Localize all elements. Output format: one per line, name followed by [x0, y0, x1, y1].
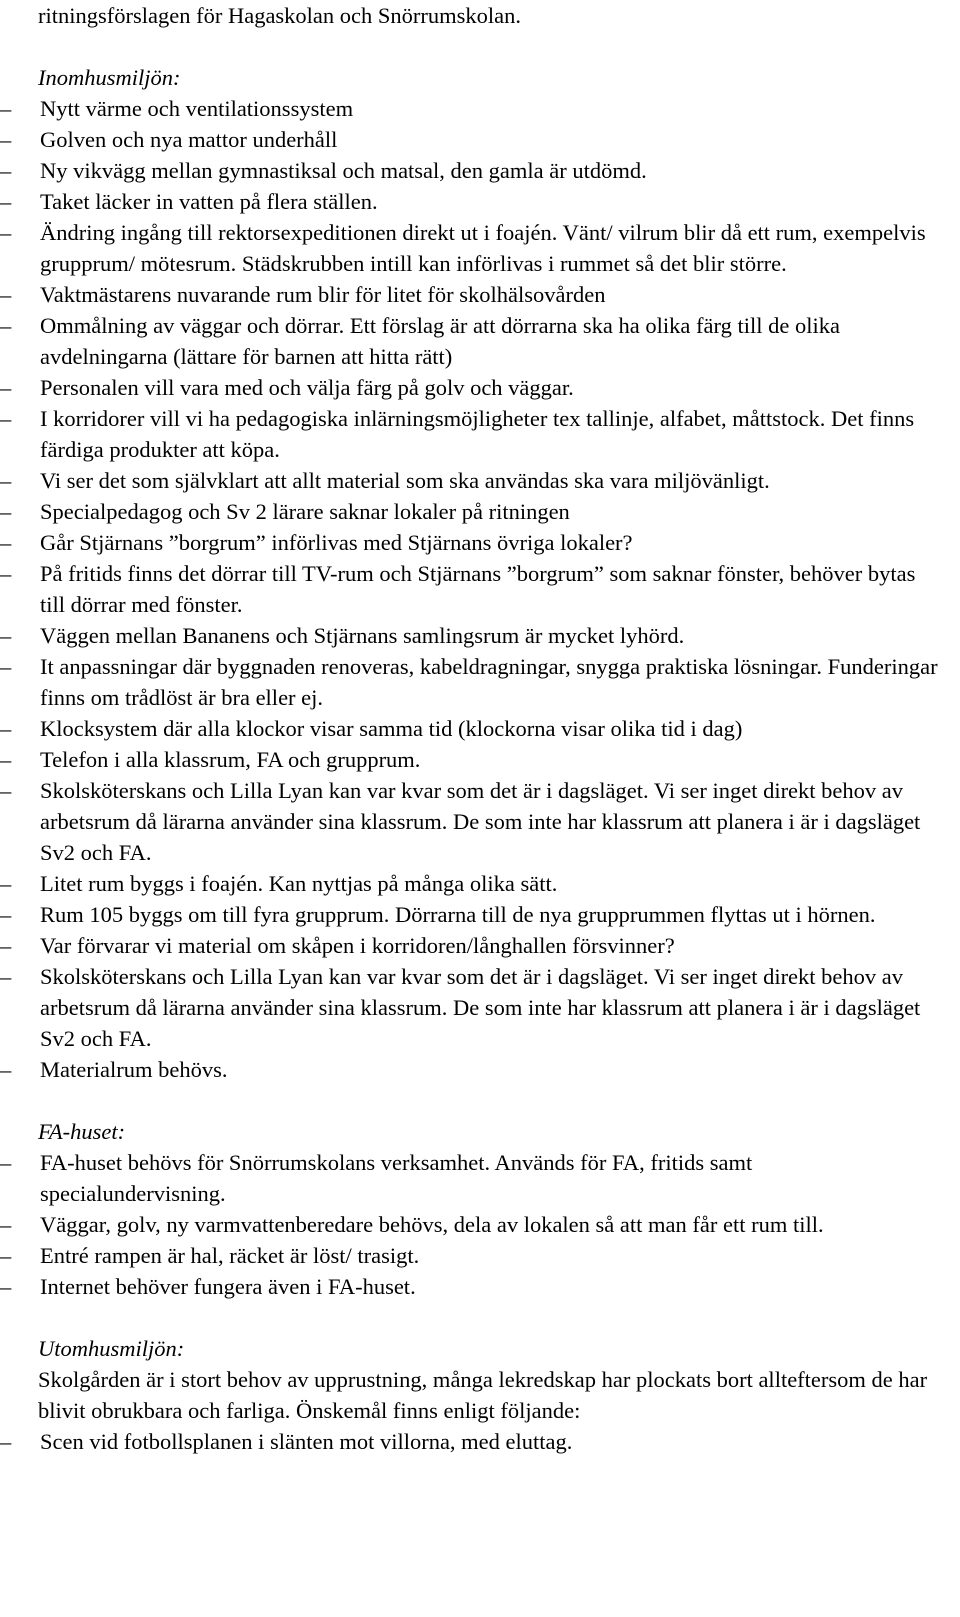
list-item: [0, 217, 940, 279]
list-item-text: Var förvarar vi material om skåpen i korridoren/långhallen försvinner?: [40, 933, 675, 958]
dash-bullet: –: [0, 1243, 12, 1268]
list-item: [0, 899, 940, 930]
dash-bullet: –: [0, 747, 12, 772]
list-item: [0, 868, 940, 899]
list-item-text: Ändring ingång till rektorsexpeditionen direkt ut i foajén. Vänt/ vilrum blir då ett rum, exempelvis grupprum/ mötesrum. Städskrubben intill kan införlivas i rummet så det blir större.: [40, 220, 926, 276]
spacer: [0, 1085, 960, 1116]
list-item: [0, 124, 940, 155]
list-item-text: Vi ser det som självklart att allt material som ska användas ska vara miljövänligt.: [40, 468, 770, 493]
list-item-text: Nytt värme och ventilationssystem: [40, 96, 354, 121]
dash-bullet: –: [0, 1150, 12, 1175]
list-item: [0, 713, 940, 744]
list-item-text: Väggen mellan Bananens och Stjärnans samlingsrum är mycket lyhörd.: [40, 623, 685, 648]
list-item-text: Scen vid fotbollsplanen i slänten mot villorna, med eluttag.: [40, 1429, 573, 1454]
dash-bullet: –: [0, 902, 12, 927]
dash-bullet: –: [0, 406, 12, 431]
list-item: [0, 279, 940, 310]
list-item: [0, 651, 940, 713]
list-item: [0, 1147, 940, 1209]
list-item: [0, 961, 940, 1054]
list-item-text: Specialpedagog och Sv 2 lärare saknar lokaler på ritningen: [40, 499, 570, 524]
list-item-text: FA-huset behövs för Snörrumskolans verksamhet. Används för FA, fritids samt specialundervisning.: [40, 1150, 753, 1206]
list-item-text: Skolsköterskans och Lilla Lyan kan var kvar som det är i dagsläget. Vi ser inget direkt behov av arbetsrum då lärarna använder sina klassrum. De som inte har klassrum att planera i är i dagsläget Sv2 och FA.: [40, 964, 921, 1051]
dash-bullet: –: [0, 1057, 12, 1082]
dash-bullet: –: [0, 96, 12, 121]
list-item-text: På fritids finns det dörrar till TV-rum och Stjärnans ”borgrum” som saknar fönster, behöver bytas till dörrar med fönster.: [40, 561, 916, 617]
dash-bullet: –: [0, 127, 12, 152]
list-item-text: Väggar, golv, ny varmvattenberedare behövs, dela av lokalen så att man får ett rum till.: [40, 1212, 824, 1237]
spacer: [0, 31, 960, 62]
list-item-text: It anpassningar där byggnaden renoveras, kabeldragningar, snygga praktiska lösningar. Funderingar finns om trådlöst är bra eller ej.: [40, 654, 938, 710]
dash-bullet: –: [0, 189, 12, 214]
section-heading-inomhusmiljo: Inomhusmiljön:: [38, 65, 181, 90]
spacer: [0, 1302, 960, 1333]
list-item-text: Vaktmästarens nuvarande rum blir för litet för skolhälsovården: [40, 282, 606, 307]
dash-bullet: –: [0, 468, 12, 493]
list-item: [0, 372, 940, 403]
dash-bullet: –: [0, 623, 12, 648]
list-item: [0, 155, 940, 186]
dash-bullet: –: [0, 778, 12, 803]
list-item: [0, 775, 940, 868]
list-item: [0, 744, 940, 775]
list-item: [0, 558, 940, 620]
list-fa-huset: [0, 1147, 960, 1302]
dash-bullet: –: [0, 530, 12, 555]
list-item: [0, 930, 940, 961]
list-item-text: Personalen vill vara med och välja färg på golv och väggar.: [40, 375, 574, 400]
section-heading-fa-huset: FA-huset:: [38, 1119, 126, 1144]
list-item: [0, 496, 940, 527]
list-item-text: Entré rampen är hal, räcket är löst/ trasigt.: [40, 1243, 420, 1268]
list-item: [0, 465, 940, 496]
list-item-text: Internet behöver fungera även i FA-huset.: [40, 1274, 416, 1299]
dash-bullet: –: [0, 1429, 12, 1454]
list-item-text: Telefon i alla klassrum, FA och grupprum.: [40, 747, 421, 772]
list-item: [0, 1054, 940, 1085]
dash-bullet: –: [0, 561, 12, 586]
list-utomhusmiljo: [0, 1426, 960, 1457]
list-item: [0, 310, 940, 372]
list-item-text: Rum 105 byggs om till fyra grupprum. Dörrarna till de nya grupprummen flyttas ut i hörnen.: [40, 902, 876, 927]
list-item-text: Klocksystem där alla klockor visar samma tid (klockorna visar olika tid i dag): [40, 716, 743, 741]
dash-bullet: –: [0, 158, 12, 183]
dash-bullet: –: [0, 1212, 12, 1237]
list-item-text: Golven och nya mattor underhåll: [40, 127, 338, 152]
list-item: [0, 403, 940, 465]
list-item-text: I korridorer vill vi ha pedagogiska inlärningsmöjligheter tex tallinje, alfabet, måttstock. Det finns färdiga produkter att köpa.: [40, 406, 915, 462]
dash-bullet: –: [0, 313, 12, 338]
list-item: [0, 1209, 940, 1240]
list-item: [0, 93, 940, 124]
dash-bullet: –: [0, 933, 12, 958]
list-item-text: Materialrum behövs.: [40, 1057, 228, 1082]
dash-bullet: –: [0, 220, 12, 245]
list-item: [0, 1240, 940, 1271]
dash-bullet: –: [0, 716, 12, 741]
list-item-text: Litet rum byggs i foajén. Kan nyttjas på många olika sätt.: [40, 871, 558, 896]
list-item-text: Skolsköterskans och Lilla Lyan kan var kvar som det är i dagsläget. Vi ser inget direkt behov av arbetsrum då lärarna använder sina klassrum. De som inte har klassrum att planera i är i dagsläget Sv2 och FA.: [40, 778, 921, 865]
dash-bullet: –: [0, 282, 12, 307]
list-item-text: Går Stjärnans ”borgrum” införlivas med Stjärnans övriga lokaler?: [40, 530, 633, 555]
list-item-text: Taket läcker in vatten på flera ställen.: [40, 189, 378, 214]
dash-bullet: –: [0, 375, 12, 400]
section-heading-utomhusmiljo: Utomhusmiljön:: [38, 1336, 185, 1361]
list-item: [0, 620, 940, 651]
intro-paragraph: ritningsförslagen för Hagaskolan och Snörrumskolan.: [38, 3, 522, 28]
dash-bullet: –: [0, 1274, 12, 1299]
list-item: [0, 1426, 940, 1457]
dash-bullet: –: [0, 964, 12, 989]
utomhusmiljo-paragraph: Skolgården är i stort behov av upprustning, många lekredskap har plockats bort allteftersom de har blivit obrukbara och farliga. Önskemål finns enligt följande:: [38, 1367, 928, 1423]
list-item: [0, 527, 940, 558]
list-item: [0, 1271, 940, 1302]
dash-bullet: –: [0, 654, 12, 679]
dash-bullet: –: [0, 871, 12, 896]
list-item-text: Ny vikvägg mellan gymnastiksal och matsal, den gamla är utdömd.: [40, 158, 647, 183]
list-inomhusmiljo: [0, 93, 960, 1085]
list-item: [0, 186, 940, 217]
dash-bullet: –: [0, 499, 12, 524]
list-item-text: Ommålning av väggar och dörrar. Ett förslag är att dörrarna ska ha olika färg till de olika avdelningarna (lättare för barnen att hitta rätt): [40, 313, 840, 369]
